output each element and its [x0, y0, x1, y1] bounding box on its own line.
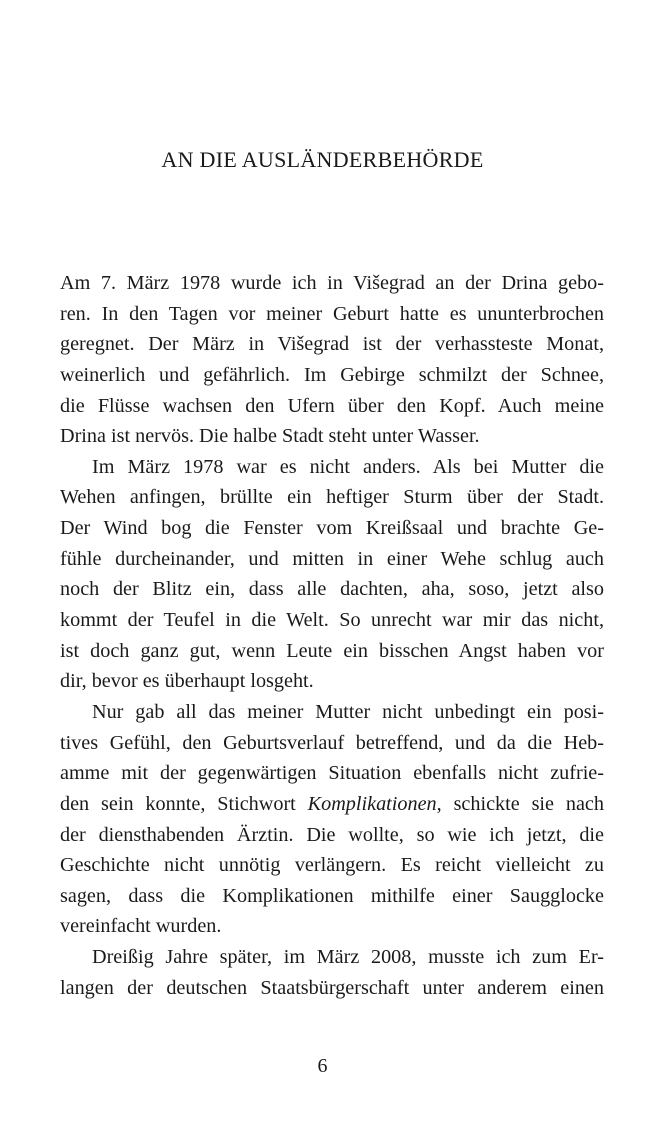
page-number: 6 [317, 1055, 328, 1077]
text-line: vereinfacht wurden. [60, 915, 222, 938]
text-line: weinerlich und gefährlich. Im Gebirge schmilzt der Schnee, [60, 363, 604, 386]
body-text [60, 268, 604, 1003]
text-line: Im März 1978 war es nicht anders. Als bei Mutter die [92, 455, 604, 478]
text-segment: den sein konnte, Stichwort [60, 792, 308, 815]
text-line: Der Wind bog die Fenster vom Kreißsaal und brachte Ge- [60, 517, 604, 540]
text-line [60, 789, 604, 820]
italic-term: Komplikationen [307, 792, 437, 815]
text-line: Am 7. März 1978 wurde ich in Višegrad an der Drina gebo- [60, 272, 604, 294]
text-line: dir, bevor es überhaupt losgeht. [60, 670, 314, 693]
text-line: fühle durcheinander, und mitten in einer Wehe schlug auch [60, 547, 604, 570]
text-line: kommt der Teufel in die Welt. So unrecht war mir das nicht, [60, 609, 604, 632]
text-line: Wehen anfingen, brüllte ein heftiger Sturm über der Stadt. [60, 486, 604, 509]
text-line: langen der deutschen Staatsbürgerschaft unter anderem einen [60, 976, 604, 999]
text-line: die Flüsse wachsen den Ufern über den Kopf. Auch meine [60, 394, 604, 417]
chapter-title: AN DIE AUSLÄNDERBEHÖRDE [161, 147, 484, 172]
text-line: der diensthabenden Ärztin. Die wollte, so wie ich jetzt, die [60, 823, 604, 846]
text-line: geregnet. Der März in Višegrad ist der verhassteste Monat, [60, 333, 604, 356]
text-line: amme mit der gegenwärtigen Situation ebenfalls nicht zufrie- [60, 762, 604, 785]
text-line: Dreißig Jahre später, im März 2008, musste ich zum Er- [92, 946, 604, 969]
text-segment: , schickte sie nach [436, 792, 604, 815]
text-line: tives Gefühl, den Geburtsverlauf betreffend, und da die Heb- [60, 731, 604, 754]
text-line: noch der Blitz ein, dass alle dachten, aha, soso, jetzt also [60, 578, 604, 601]
text-line: sagen, dass die Komplikationen mithilfe einer Saugglocke [60, 884, 604, 907]
text-line: Drina ist nervös. Die halbe Stadt steht unter Wasser. [60, 425, 480, 448]
text-line: ren. In den Tagen vor meiner Geburt hatte es ununterbrochen [60, 302, 604, 325]
text-line: Nur gab all das meiner Mutter nicht unbedingt ein posi- [92, 700, 604, 723]
text-line: ist doch ganz gut, wenn Leute ein bisschen Angst haben vor [60, 639, 604, 662]
text-line: Geschichte nicht unnötig verlängern. Es reicht vielleicht zu [60, 854, 604, 877]
